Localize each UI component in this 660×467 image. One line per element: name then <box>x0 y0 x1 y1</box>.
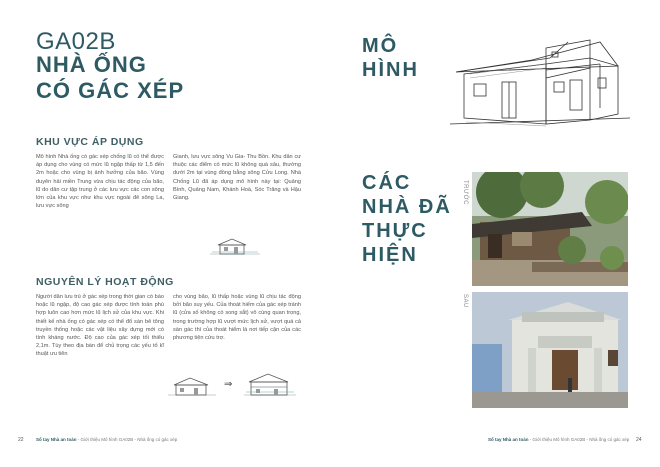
done-title-line-3: THỰC <box>362 220 428 242</box>
photo-after <box>472 292 628 408</box>
footer-right <box>488 437 629 442</box>
page-number-right: 24 <box>636 437 642 443</box>
model-title-line-1: MÔ <box>362 35 399 57</box>
done-title-line-1: CÁC <box>362 172 412 194</box>
arrow-icon: ⇒ <box>224 379 233 390</box>
footer-brand-right: Sổ tay Nhà an toàn <box>488 437 529 442</box>
photo-before <box>472 172 628 286</box>
label-after: SAU <box>462 294 468 308</box>
title-line-2: CÓ GÁC XÉP <box>36 78 185 103</box>
section1-column-1: Mô hình Nhà ống có gác xép chống lũ có thể được áp dụng cho vùng có mức lũ ngập thấp từ 1,5 đến 2m hoặc cho vùng bị ảnh hưởng của bão. Vùng duyên hải miền Trung vừa chịu tác động của bão, lũ do dân cư tập trung ở các lưu vực các con sông lớn của khu vực như khu vực ngoài đê sông La, lưu vực sông <box>36 154 164 210</box>
house-with-loft-diagram <box>244 372 296 398</box>
house-before-flood-diagram <box>168 374 216 398</box>
model-title-line-2: HÌNH <box>362 59 419 81</box>
done-title-line-2: NHÀ ĐÃ <box>362 196 452 218</box>
small-house-illustration <box>210 234 260 256</box>
footer-text-left: - Giới thiệu Mô hình GA02B - Nhà ống có gác xép <box>76 437 178 442</box>
done-title-line-4: HIỆN <box>362 244 418 266</box>
implemented-houses-title <box>362 171 452 267</box>
section2-column-1: Người dân lưu trú ở gác xép trong thời gian có báo hoặc lũ ngập, độ cao gác xép được tính toán phù hợp luôn cao hơn mức lũ lịch sử của khu vực. Khi thiết kế nhà ống có gác xép có thể đổ sàn bê tông truyền thống hoặc các vật liệu xây dựng mới có tính kháng nước. Độ cao của gác xép tối thiểu 2,1m. Tùy theo địa bàn để chủ trọng các yếu tố kĩ thuật ưu tiên <box>36 294 164 358</box>
label-before: TRƯỚC <box>462 180 468 206</box>
section-heading-operating-principle: NGUYÊN LÝ HOẠT ĐỘNG <box>36 276 174 288</box>
page-number-left: 22 <box>18 437 24 443</box>
footer-left <box>36 437 177 442</box>
page-title <box>36 52 184 104</box>
model-section-title <box>362 34 419 82</box>
section-heading-application-area: KHU VỰC ÁP DỤNG <box>36 136 144 148</box>
footer-text-right: - Giới thiệu Mô hình GA02B - Nhà ống có gác xép <box>528 437 630 442</box>
model-code: GA02B <box>36 28 116 55</box>
footer-brand-left: Sổ tay Nhà an toàn <box>36 437 77 442</box>
house-sketch <box>450 38 636 130</box>
section2-column-2: cho vùng bão, lũ thấp hoặc vùng lũ chịu tác động bởi bão suy yếu. Của thoát hiểm của gác xép tránh lũ (cửa số không có song sắt) vô cùng quan trọng, trong trường hợp lũ vượt mức lịch sử, vượt quá cả sàn gác thì của thoát hiểm là nơi tiếp cận của các phương tiện cứu trợ. <box>173 294 301 342</box>
section1-column-2: Gianh, lưu vực sông Vu Gia- Thu Bồn. Khu dân cư thuộc các điểm có mức lũ không quá sâu, thường dưới 2m tại vùng đồng bằng sông Cửu Long. Nhà Chống Lũ đã áp dụng mô hình này tại: Quảng Bình, Quảng Nam, Khánh Hoà, Sóc Trăng và Hậu Giang. <box>173 154 301 202</box>
title-line-1: NHÀ ỐNG <box>36 52 147 77</box>
